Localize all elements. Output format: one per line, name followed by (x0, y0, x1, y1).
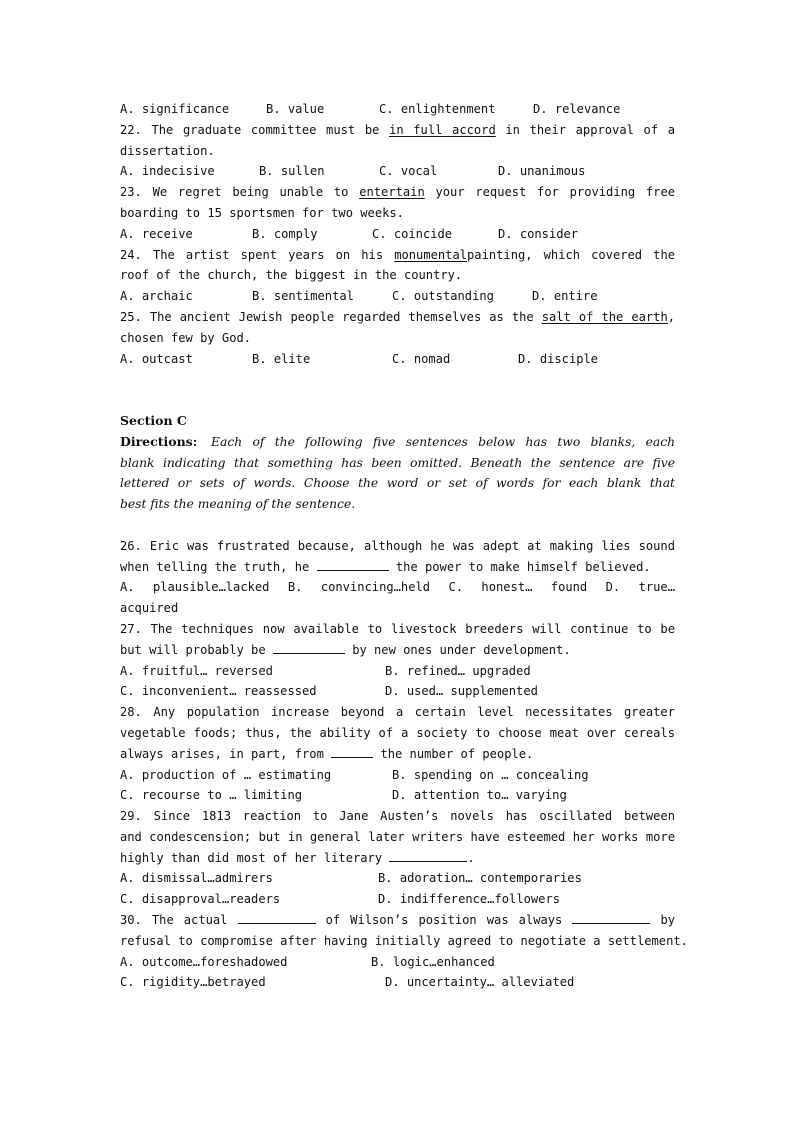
spacer (120, 369, 675, 411)
section-c-title: Section C (120, 412, 187, 428)
q24-stem-line1: 24. The artist spent years on his monumentalpainting, which covered the (120, 247, 675, 262)
q28-stem-line2: vegetable foods; thus, the ability of a society to choose meat over cereals (120, 725, 675, 740)
directions-line1: Directions: Each of the following five sentences below has two blanks, each (120, 433, 675, 449)
q23-options: A. receive B. comply C. coincide D. consider (120, 226, 579, 241)
q29-stem-line1: 29. Since 1813 reaction to Jane Austen’s novels has oscillated between (120, 809, 675, 824)
q24-underlined: monumental (394, 247, 468, 262)
q26-options: A. plausible…lacked B. convincing…held C. honest… found D. true… (120, 580, 675, 595)
q22-options: A. indecisive B. sullen C. vocal D. unanimous (120, 164, 586, 179)
q28-stem-line3: always arises, in part, from the number of people. (120, 744, 675, 765)
q21-options (120, 99, 675, 120)
q21-option-a: A. significance (120, 102, 230, 116)
q25-stem-line2: chosen few by God. (120, 330, 252, 345)
q29-stem-line2: and condescension; but in general later writers have esteemed her works more (120, 829, 675, 844)
q27-options-row2: C. inconvenient… reassessed D. used… supplemented (120, 684, 538, 699)
q28-options-row2: C. recourse to … limiting D. attention to… varying (120, 788, 567, 803)
q30-blank-1 (238, 910, 316, 924)
q22-stem-line2: dissertation. (120, 143, 215, 158)
q21-option-c: C. enlightenment (379, 102, 496, 116)
q27-stem-line2: but will probably be by new ones under development. (120, 640, 675, 661)
q25-stem-line1: 25. The ancient Jewish people regarded themselves as the salt of the earth, (120, 309, 675, 324)
q29-stem-line3: highly than did most of her literary . (120, 848, 675, 869)
q23-stem-line2: boarding to 15 sportsmen for two weeks. (120, 205, 404, 220)
q22-underlined: in full accord (389, 122, 496, 137)
q30-options-row1: A. outcome…foreshadowed B. logic…enhanced (120, 954, 495, 969)
q27-stem-line1: 27. The techniques now available to livestock breeders will continue to be (120, 621, 675, 636)
document-page (120, 99, 688, 993)
q28-options-row1: A. production of … estimating B. spending on … concealing (120, 767, 589, 782)
q26-stem-line2: when telling the truth, he the power to make himself believed. (120, 557, 675, 578)
q28-blank (331, 744, 373, 758)
q30-blank-2 (572, 910, 650, 924)
q23-stem-line1: 23. We regret being unable to entertain your request for providing free (120, 185, 675, 200)
directions-line2: blank indicating that something has been omitted. Beneath the sentence are five (120, 455, 675, 470)
q24-options: A. archaic B. sentimental C. outstanding D. entire (120, 289, 598, 304)
q29-blank (389, 848, 467, 862)
q30-stem-line1: 30. The actual of Wilson’s position was always by (120, 910, 675, 931)
directions-line3: lettered or sets of words. Choose the word or set of words for each blank that (120, 476, 675, 491)
q25-underlined: salt of the earth (541, 309, 668, 324)
q30-stem-line2: refusal to compromise after having initially agreed to negotiate a settlement. (120, 933, 688, 948)
q29-options-row2: C. disapproval…readers D. indifference…followers (120, 892, 561, 907)
directions-line4: best fits the meaning of the sentence. (120, 497, 356, 512)
q23-underlined: entertain (359, 185, 425, 200)
q28-stem-line1: 28. Any population increase beyond a certain level necessitates greater (120, 705, 675, 720)
q26-options-cont: acquired (120, 601, 179, 616)
q22-stem-line1: 22. The graduate committee must be in full accord in their approval of a (120, 122, 675, 137)
q25-options: A. outcast B. elite C. nomad D. disciple (120, 351, 599, 366)
q30-options-row2: C. rigidity…betrayed D. uncertainty… alleviated (120, 975, 575, 990)
q26-blank (317, 557, 389, 571)
q21-option-b: B. value (266, 102, 325, 116)
directions-label: Directions: (120, 433, 198, 449)
q29-options-row1: A. dismissal…admirers B. adoration… contemporaries (120, 871, 582, 886)
spacer (120, 515, 675, 536)
q27-options-row1: A. fruitful… reversed B. refined… upgraded (120, 663, 531, 678)
q21-option-d: D. relevance (533, 102, 621, 116)
q27-blank (273, 640, 345, 654)
q26-stem-line1: 26. Eric was frustrated because, although he was adept at making lies sound (120, 538, 675, 553)
q24-stem-line2: roof of the church, the biggest in the country. (120, 268, 463, 283)
